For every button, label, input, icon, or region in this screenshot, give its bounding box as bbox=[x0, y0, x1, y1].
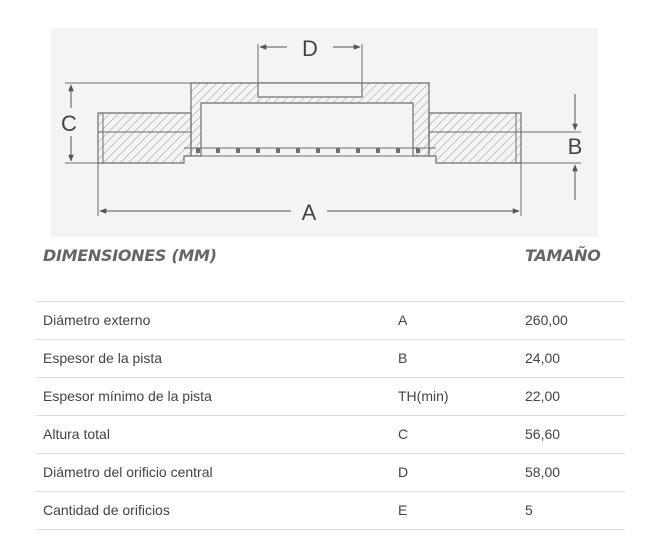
row-code: B bbox=[398, 350, 408, 366]
dimension-label-c: C bbox=[61, 111, 77, 136]
table-row bbox=[36, 415, 625, 453]
table-row bbox=[36, 301, 625, 339]
size-heading: TAMAÑO bbox=[525, 246, 601, 265]
row-code: A bbox=[398, 312, 408, 328]
row-name: Diámetro externo bbox=[43, 312, 151, 328]
dimensions-heading: DIMENSIONES (MM) bbox=[43, 246, 217, 265]
dimension-label-b: B bbox=[567, 134, 583, 159]
table-row bbox=[36, 491, 625, 530]
table-row bbox=[36, 377, 625, 415]
center-bore bbox=[258, 83, 362, 97]
row-value: 22,00 bbox=[525, 388, 561, 404]
row-name: Diámetro del orificio central bbox=[43, 464, 213, 480]
table-row bbox=[36, 339, 625, 377]
row-name: Espesor mínimo de la pista bbox=[43, 388, 212, 404]
row-name: Espesor de la pista bbox=[43, 350, 163, 366]
dimension-label-d: D bbox=[302, 36, 318, 61]
dimension-label-a: A bbox=[301, 200, 317, 225]
specs-table bbox=[36, 301, 625, 530]
row-code: E bbox=[398, 502, 408, 518]
row-code: C bbox=[398, 426, 409, 442]
table-row bbox=[36, 453, 625, 491]
vent-slots bbox=[196, 148, 420, 153]
row-name: Altura total bbox=[43, 426, 110, 442]
left-friction-ring bbox=[98, 113, 191, 163]
disc-cross-section-drawing bbox=[51, 28, 598, 237]
row-value: 260,00 bbox=[525, 312, 568, 328]
row-value: 5 bbox=[525, 502, 533, 518]
row-value: 24,00 bbox=[525, 350, 561, 366]
brake-disc-diagram bbox=[51, 28, 598, 237]
right-friction-ring bbox=[429, 113, 521, 163]
row-name: Cantidad de orificios bbox=[43, 502, 170, 518]
row-value: 56,60 bbox=[525, 426, 561, 442]
row-value: 58,00 bbox=[525, 464, 561, 480]
specs-header bbox=[0, 246, 650, 270]
row-code: TH(min) bbox=[398, 388, 449, 404]
row-code: D bbox=[398, 464, 409, 480]
